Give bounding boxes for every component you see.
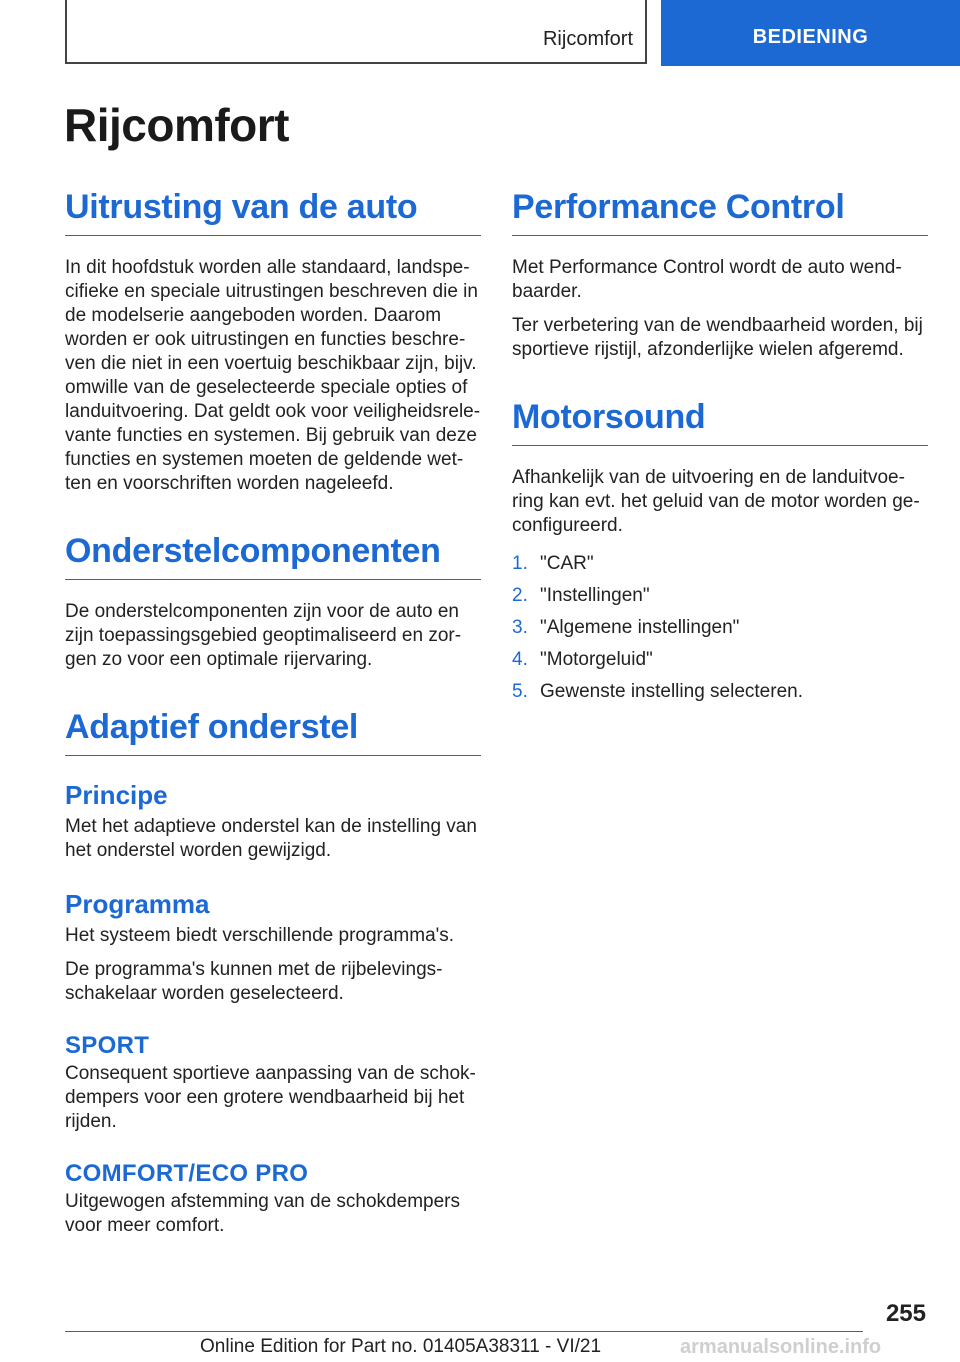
list-item: 1. "CAR" — [512, 553, 594, 574]
paragraph-performance-1: Met Performance Control wordt de auto wend- baarder. — [512, 257, 902, 302]
list-item: 2. "Instellingen" — [512, 585, 650, 606]
footer-divider — [65, 1331, 863, 1332]
heading-onderstelcomponenten: Onderstelcomponenten — [65, 532, 481, 580]
watermark: armanualsonline.info — [680, 1336, 882, 1358]
heading-programma: Programma — [65, 889, 210, 919]
heading-motorsound: Motorsound — [512, 398, 928, 446]
heading-sport: SPORT — [65, 1032, 150, 1059]
heading-uitrusting: Uitrusting van de auto — [65, 188, 481, 236]
list-item: 3. "Algemene instellingen" — [512, 617, 740, 638]
paragraph-principe: Met het adaptieve onderstel kan de instelling van het onderstel worden gewijzigd. — [65, 816, 477, 861]
paragraph-programma-1: Het systeem biedt verschillende programma's. — [65, 925, 455, 946]
header-chapter-tab: BEDIENING — [661, 0, 960, 66]
heading-adaptief-onderstel: Adaptief onderstel — [65, 708, 481, 756]
paragraph-motorsound: Afhankelijk van de uitvoering en de landuitvoe- ring kan evt. het geluid van de motor worden ge- configureerd. — [512, 467, 920, 536]
heading-performance-control: Performance Control — [512, 188, 928, 236]
heading-comfort-eco-pro: COMFORT/ECO PRO — [65, 1160, 309, 1187]
left-column — [65, 188, 481, 1238]
page-title: Rijcomfort — [64, 99, 289, 151]
motorsound-steps — [512, 552, 928, 704]
right-column — [512, 188, 928, 712]
paragraph-sport: Consequent sportieve aanpassing van de schok- dempers voor een grotere wendbaarheid bij het rijden. — [65, 1063, 476, 1132]
paragraph-uitrusting: In dit hoofdstuk worden alle standaard, landspe- cifieke en speciale uitrustingen beschreven die in de modelserie aangeboden worden. Daarom worden er ook uitrustingen en functies beschre- ven die niet in een voertuig beschikbaar zijn, bijv. omwille van de geselecteerde speciale opties of landuitvoering. Dat geldt ook voor veiligheidsrele- vante functies en systemen. Bij gebruik van deze functies en systemen moeten de geldende wet- ten en voorschriften worden nageleefd. — [65, 257, 481, 494]
paragraph-comfort-eco-pro: Uitgewogen afstemming van de schokdempers voor meer comfort. — [65, 1191, 460, 1236]
footer-edition: Online Edition for Part no. 01405A38311 - VI/21 — [200, 1336, 602, 1357]
paragraph-performance-2: Ter verbetering van de wendbaarheid worden, bij sportieve rijstijl, afzonderlijke wielen afgeremd. — [512, 315, 923, 360]
header-section-title: Rijcomfort — [542, 28, 633, 50]
paragraph-programma-2: De programma's kunnen met de rijbelevings- schakelaar worden geselecteerd. — [65, 959, 443, 1004]
page-number: 255 — [885, 1300, 926, 1327]
header-section-box — [65, 0, 647, 64]
heading-principe: Principe — [65, 780, 168, 810]
list-item: 4. "Motorgeluid" — [512, 649, 653, 670]
paragraph-onderstelcomponenten: De onderstelcomponenten zijn voor de auto en zijn toepassingsgebied geoptimaliseerd en zor- gen zo voor een optimale rijervaring. — [65, 601, 462, 670]
list-item: 5. Gewenste instelling selecteren. — [512, 681, 803, 702]
